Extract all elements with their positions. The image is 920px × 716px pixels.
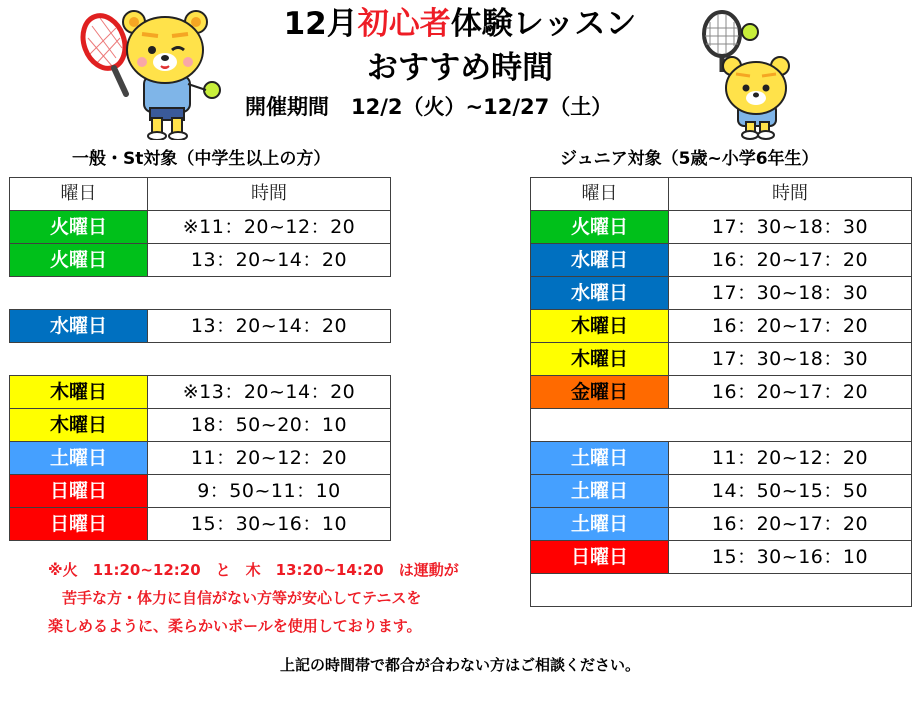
table-row [531, 475, 912, 508]
page-title [240, 4, 680, 44]
time-cell: 9：50~11：10 [148, 475, 391, 508]
header-day: 曜日 [531, 178, 669, 211]
day-cell: 日曜日 [10, 508, 148, 541]
soft-ball-note [48, 556, 518, 640]
day-cell: 水曜日 [531, 244, 669, 277]
time-cell: ※11：20~12：20 [148, 211, 391, 244]
note-line: ※火 11:20~12:20 と 木 13:20~14:20 は運動が [48, 561, 459, 579]
title-prefix: 12月 [283, 6, 358, 42]
note-line: 苦手な方・体力に自信がない方等が安心してテニスを [62, 589, 422, 607]
table-row [531, 211, 912, 244]
junior-section-title: ジュニア対象（5歳~小学6年生） [560, 149, 819, 169]
period-label: 開催期間 [245, 95, 329, 119]
day-cell: 木曜日 [10, 409, 148, 442]
time-cell: 11：20~12：20 [148, 442, 391, 475]
table-row [531, 310, 912, 343]
table-row [10, 244, 391, 277]
time-cell: 17：30~18：30 [669, 211, 912, 244]
table-row [531, 376, 912, 409]
table-row [10, 475, 391, 508]
day-cell: 木曜日 [10, 376, 148, 409]
spacer-row [531, 409, 912, 442]
time-cell: 16：20~17：20 [669, 376, 912, 409]
table-row [10, 376, 391, 409]
footer-message: 上記の時間帯で都合が合わない方はご相談ください。 [279, 656, 640, 674]
junior-schedule-table [530, 177, 912, 607]
table-row [10, 409, 391, 442]
time-cell: 18：50~20：10 [148, 409, 391, 442]
time-cell: 13：20~14：20 [148, 244, 391, 277]
header-day: 曜日 [10, 178, 148, 211]
day-cell: 土曜日 [10, 442, 148, 475]
spacer-row [10, 343, 391, 376]
day-cell: 火曜日 [10, 211, 148, 244]
table-row [531, 508, 912, 541]
note-line: 楽しめるように、柔らかいボールを使用しております。 [48, 617, 422, 635]
table-row [531, 277, 912, 310]
time-cell: 16：20~17：20 [669, 310, 912, 343]
day-cell: 日曜日 [10, 475, 148, 508]
time-cell: 16：20~17：20 [669, 508, 912, 541]
day-cell: 水曜日 [10, 310, 148, 343]
time-cell: 15：30~16：10 [148, 508, 391, 541]
day-cell: 土曜日 [531, 475, 669, 508]
day-cell: 木曜日 [531, 343, 669, 376]
day-cell: 火曜日 [10, 244, 148, 277]
day-cell: 木曜日 [531, 310, 669, 343]
table-row [10, 442, 391, 475]
general-section-title: 一般・St対象（中学生以上の方） [72, 149, 331, 169]
time-cell: 14：50~15：50 [669, 475, 912, 508]
time-cell: 11：20~12：20 [669, 442, 912, 475]
day-cell: 金曜日 [531, 376, 669, 409]
table-row [531, 343, 912, 376]
time-cell: 17：30~18：30 [669, 277, 912, 310]
page-subtitle: おすすめ時間 [366, 50, 554, 86]
time-cell: 13：20~14：20 [148, 310, 391, 343]
day-cell: 火曜日 [531, 211, 669, 244]
day-cell: 水曜日 [531, 277, 669, 310]
table-row [10, 508, 391, 541]
general-schedule-table [9, 177, 391, 541]
table-header-row [531, 178, 912, 211]
table-row [10, 310, 391, 343]
header-time: 時間 [669, 178, 912, 211]
time-cell: 15：30~16：10 [669, 541, 912, 574]
spacer-row [10, 277, 391, 310]
title-highlight: 初心者 [357, 6, 451, 42]
table-header-row [10, 178, 391, 211]
time-cell: 16：20~17：20 [669, 244, 912, 277]
table-row [10, 211, 391, 244]
day-cell: 土曜日 [531, 442, 669, 475]
table-row [531, 541, 912, 574]
title-suffix: 体験レッスン [450, 6, 637, 42]
time-cell: ※13：20~14：20 [148, 376, 391, 409]
time-cell: 17：30~18：30 [669, 343, 912, 376]
event-period [245, 93, 705, 121]
header-time: 時間 [148, 178, 391, 211]
day-cell: 日曜日 [531, 541, 669, 574]
day-cell: 土曜日 [531, 508, 669, 541]
spacer-row [531, 574, 912, 607]
table-row [531, 244, 912, 277]
mascot-bear-left [72, 6, 232, 140]
table-row [531, 442, 912, 475]
period-value: 12/2（火）~12/27（土） [351, 95, 613, 119]
